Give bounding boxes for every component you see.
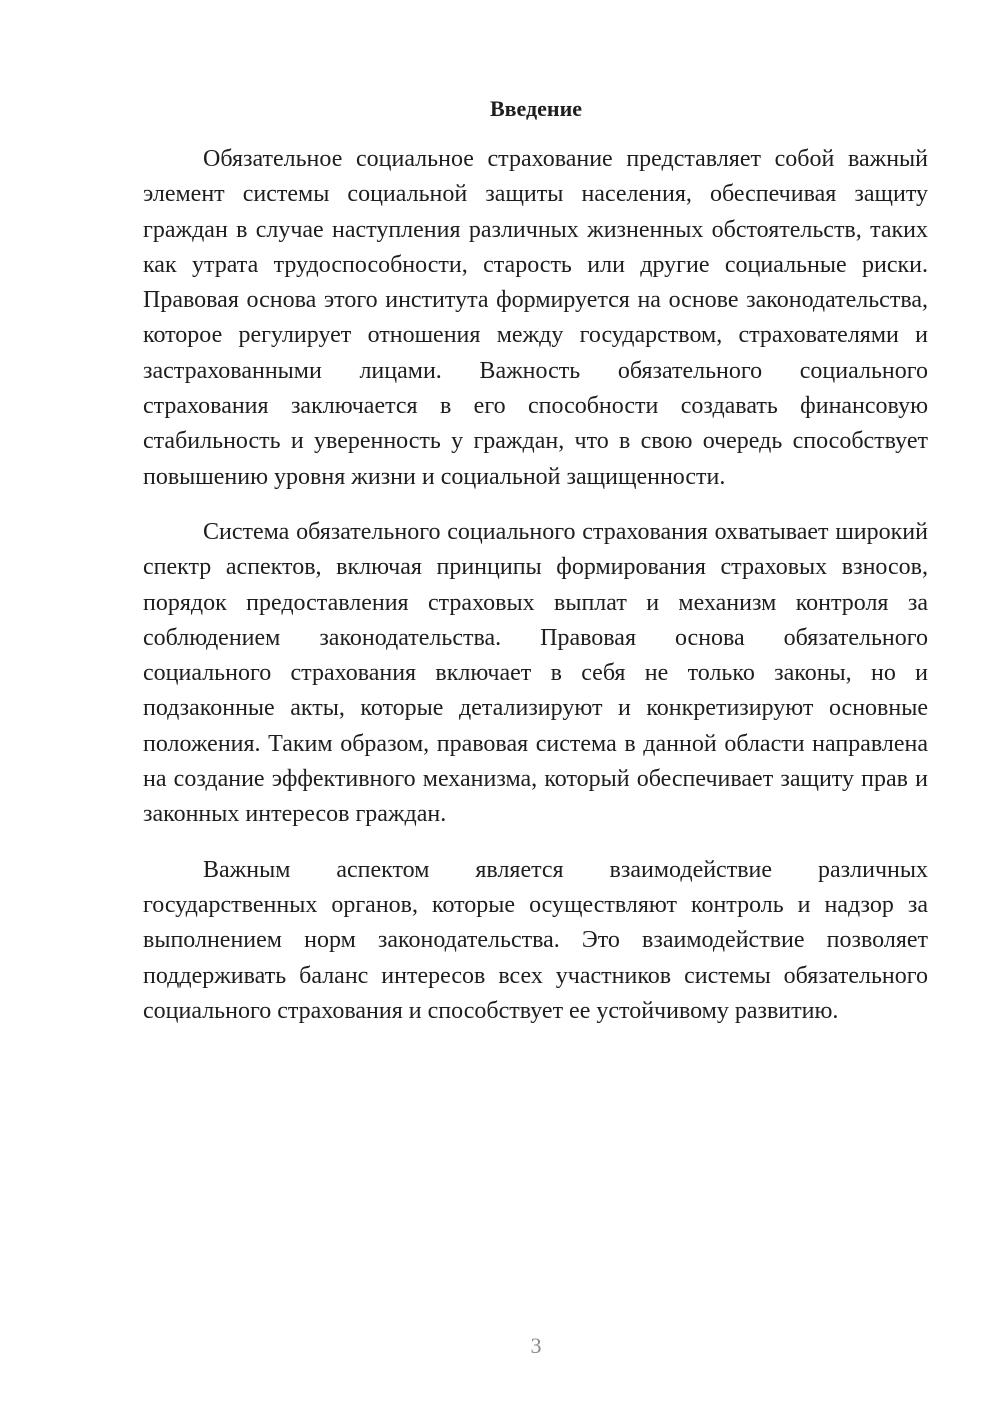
paragraph-3: Важным аспектом является взаимодействие различных государственных органов, которые осуществляют контроль и надзор за выполнением норм законодательства. Это взаимодействие позволяет поддерживать баланс интересов всех участников системы обязательного социального страхования и способствует ее устойчивому развитию.	[143, 856, 928, 1024]
section-heading: Введение	[489, 96, 583, 121]
document-body	[143, 142, 928, 1049]
page-number: 3	[530, 1333, 542, 1358]
paragraph-1: Обязательное социальное страхование представляет собой важный элемент системы социальной защиты населения, обеспечивая защиту граждан в случае наступления различных жизненных обстоятельств, таких как утрата трудоспособности, старость или другие социальные риски. Правовая основа этого института формируется на основе законодательства, которое регулирует отношения между государством, страхователями и застрахованными лицами. Важность обязательного социального страхования заключается в его способности создавать финансовую стабильность и уверенность у граждан, что в свою очередь способствует повышению уровня жизни и социальной защищенности.	[143, 146, 928, 490]
paragraph-2: Система обязательного социального страхования охватывает широкий спектр аспектов, включая принципы формирования страховых взносов, порядок предоставления страховых выплат и механизм контроля за соблюдением законодательства. Правовая основа обязательного социального страхования включает в себя не только законы, но и подзаконные акты, которые детализируют и конкретизируют основные положения. Таким образом, правовая система в данной области направлена на создание эффективного механизма, который обеспечивает защиту прав и законных интересов граждан.	[143, 518, 928, 828]
